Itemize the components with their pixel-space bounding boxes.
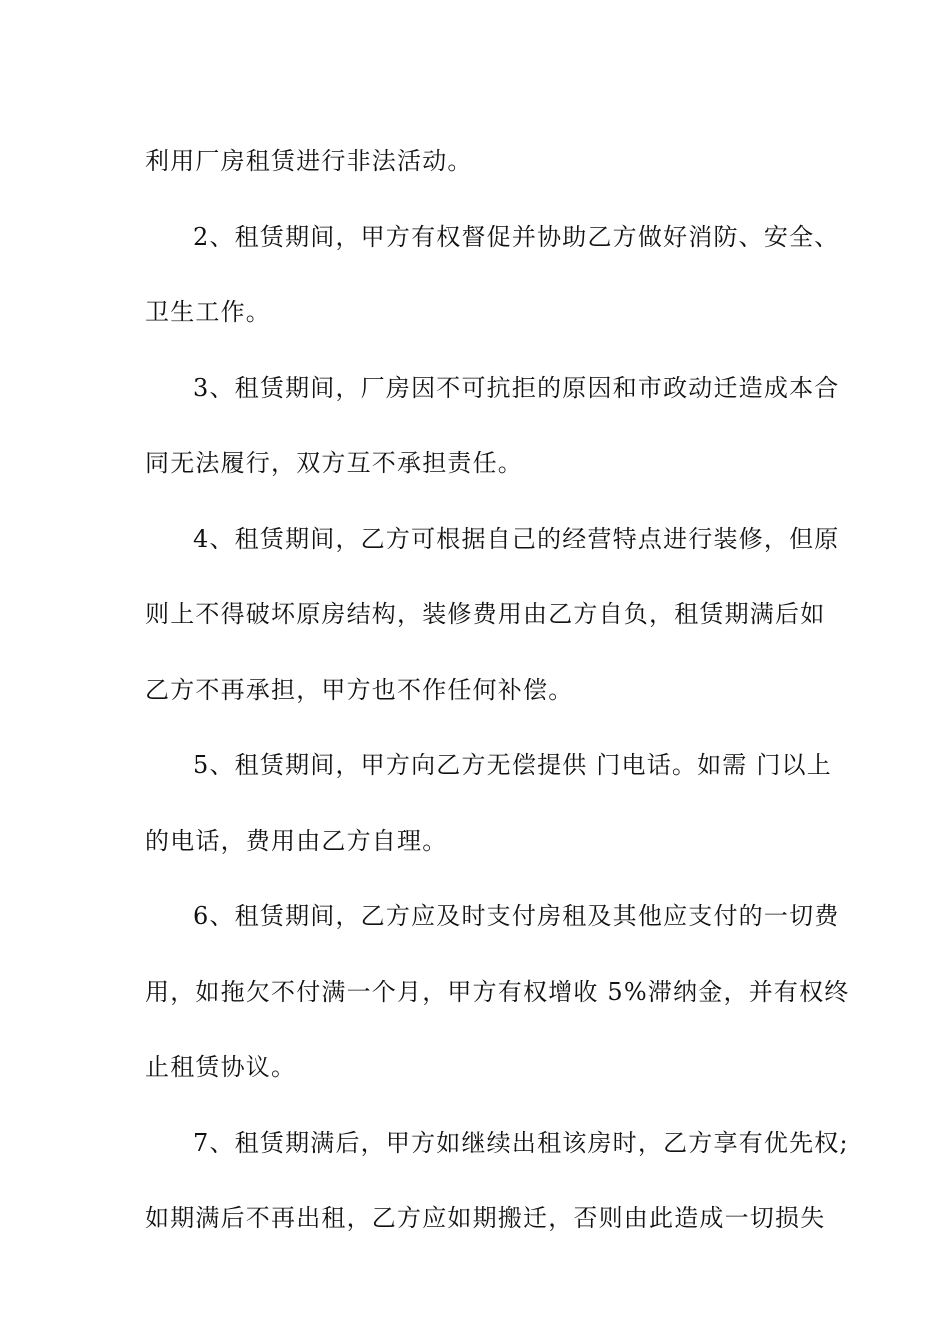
text-line: 的电话，费用由乙方自理。	[145, 826, 448, 855]
clause-3-line: 3、租赁期间，厂房因不可抗拒的原因和市政动迁造成本合	[193, 373, 840, 402]
text-line: 利用厂房租赁进行非法活动。	[145, 147, 473, 175]
text-line: 卫生工作。	[145, 298, 271, 326]
text-line: 用，如拖欠不付满一个月，甲方有权增收 5%滞纳金，并有权终	[145, 977, 850, 1006]
text-line: 止租赁协议。	[145, 1053, 297, 1081]
text-line: 乙方不再承担，甲方也不作任何补偿。	[145, 675, 574, 704]
clause-4-line: 4、租赁期间，乙方可根据自己的经营特点进行装修，但原	[193, 524, 840, 553]
text-line: 同无法履行，双方互不承担责任。	[145, 449, 523, 477]
document-body	[145, 124, 850, 1257]
clause-5-line: 5、租赁期间，甲方向乙方无偿提供 门电话。如需 门以上	[193, 751, 832, 779]
clause-7-line: 7、租赁期满后，甲方如继续出租该房时，乙方享有优先权;	[193, 1128, 849, 1157]
text-line: 如期满后不再出租，乙方应如期搬迁，否则由此造成一切损失	[145, 1204, 826, 1232]
clause-6-line: 6、租赁期间，乙方应及时支付房租及其他应支付的一切费	[193, 902, 840, 930]
clause-2-line: 2、租赁期间，甲方有权督促并协助乙方做好消防、安全、	[193, 222, 840, 251]
text-line: 则上不得破坏原房结构，装修费用由乙方自负，租赁期满后如	[145, 600, 826, 628]
